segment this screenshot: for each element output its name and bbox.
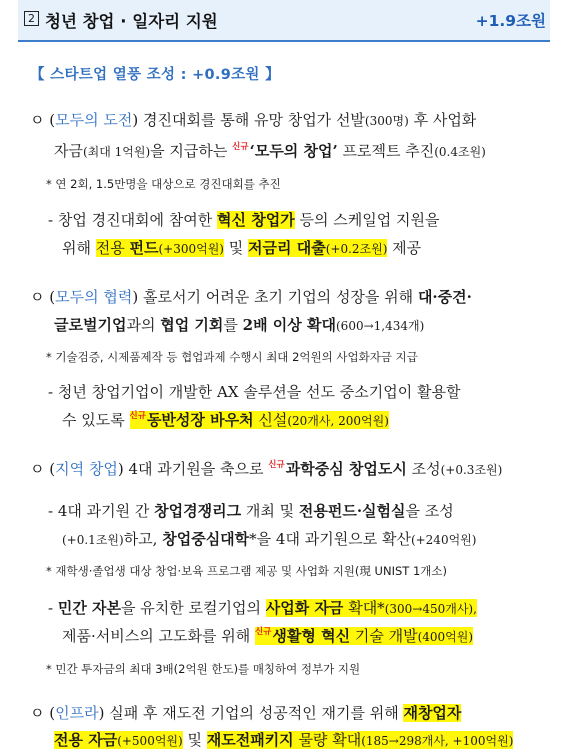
challenge-sub-line-1: - 창업 경진대회에 참여한 혁신 창업가 등의 스케일업 지원을 [48, 211, 440, 229]
infra-line-2: 전용 자금(+500억원) 및 재도전패키지 물량 확대(185→298개사, +100억원) [54, 731, 514, 749]
challenge-sub-line-2: 위해 전용 펀드(+300억원) 및 저금리 대출(+0.2조원) 제공 [62, 239, 422, 257]
cooperation-note: * 기술검증, 시제품제작 등 협업과제 수행시 최대 2억원의 사업화자금 지급 [46, 350, 418, 364]
regional-sub-line-4: 제품·서비스의 고도화를 위해 $^{신규}$생활형 혁신 기술 개발(400억원) [62, 627, 474, 645]
challenge-line-2: 자금(최대 1억원)을 지급하는 $^{신규}$‘모두의 창업’ 프로젝트 추진(0.4조원) [54, 142, 486, 160]
new-badge: 신규 [129, 411, 146, 421]
section-number: 2 [24, 11, 39, 26]
new-badge: 신규 [268, 460, 285, 470]
infra-line-1: ㅇ (인프라) 실패 후 재도전 기업의 성공적인 재기를 위해 재창업자 [30, 704, 462, 722]
regional-sub-line-1: - 4대 과기원 간 창업경쟁리그 개최 및 전용펀드·실험실을 조성 [48, 502, 454, 520]
cooperation-sub-line-1: - 청년 창업기업이 개발한 AX 솔루션을 선도 중소기업이 활용할 [48, 383, 461, 401]
section-title: 청년 창업 · 일자리 지원 [45, 12, 218, 31]
regional-sub-line-2: (+0.1조원)하고, 창업중심대학*을 4대 과기원으로 확산(+240억원) [62, 530, 477, 548]
new-badge: 신규 [232, 142, 249, 152]
regional-category: 지역 창업 [55, 460, 118, 478]
new-badge: 신규 [254, 627, 272, 637]
challenge-category: 모두의 도전 [55, 111, 133, 129]
cooperation-sub-line-2: 수 있도록 $^{신규}$동반성장 바우처 신설(20개사, 200억원) [62, 411, 389, 429]
regional-note-1: * 재학생·졸업생 대상 창업·보육 프로그램 제공 및 사업화 지원(現 UNIST 1개소) [46, 564, 447, 578]
cooperation-category: 모두의 협력 [55, 288, 133, 306]
subsection-title: 【 스타트업 열풍 조성 : +0.9조원 】 [30, 67, 280, 83]
cooperation-line-1: ㅇ (모두의 협력) 홀로서기 어려운 초기 기업의 성장을 위해 대·중견· [30, 288, 472, 306]
regional-note-2: * 민간 투자금의 최대 3배(2억원 한도)를 매칭하여 정부가 지원 [46, 662, 361, 676]
cooperation-line-2: 글로벌기업과의 협업 기회를 2배 이상 확대(600→1,434개) [54, 316, 425, 334]
challenge-line-1: ㅇ (모두의 도전) 경진대회를 통해 유망 창업가 선발(300명) 후 사업화 [30, 111, 477, 129]
challenge-note: * 연 2회, 1.5만명을 대상으로 경진대회를 추진 [46, 177, 281, 191]
regional-sub-line-3: - 민간 자본을 유치한 로컬기업의 사업화 자금 확대*(300→450개사), [48, 599, 477, 617]
infra-category: 인프라 [55, 704, 99, 722]
section-header [18, 0, 550, 42]
regional-line-1: ㅇ (지역 창업) 4대 과기원을 축으로 $^{신규}$과학중심 창업도시 조성(+0.3조원) [30, 460, 503, 478]
section-amount: +1.9조원 [475, 12, 546, 30]
